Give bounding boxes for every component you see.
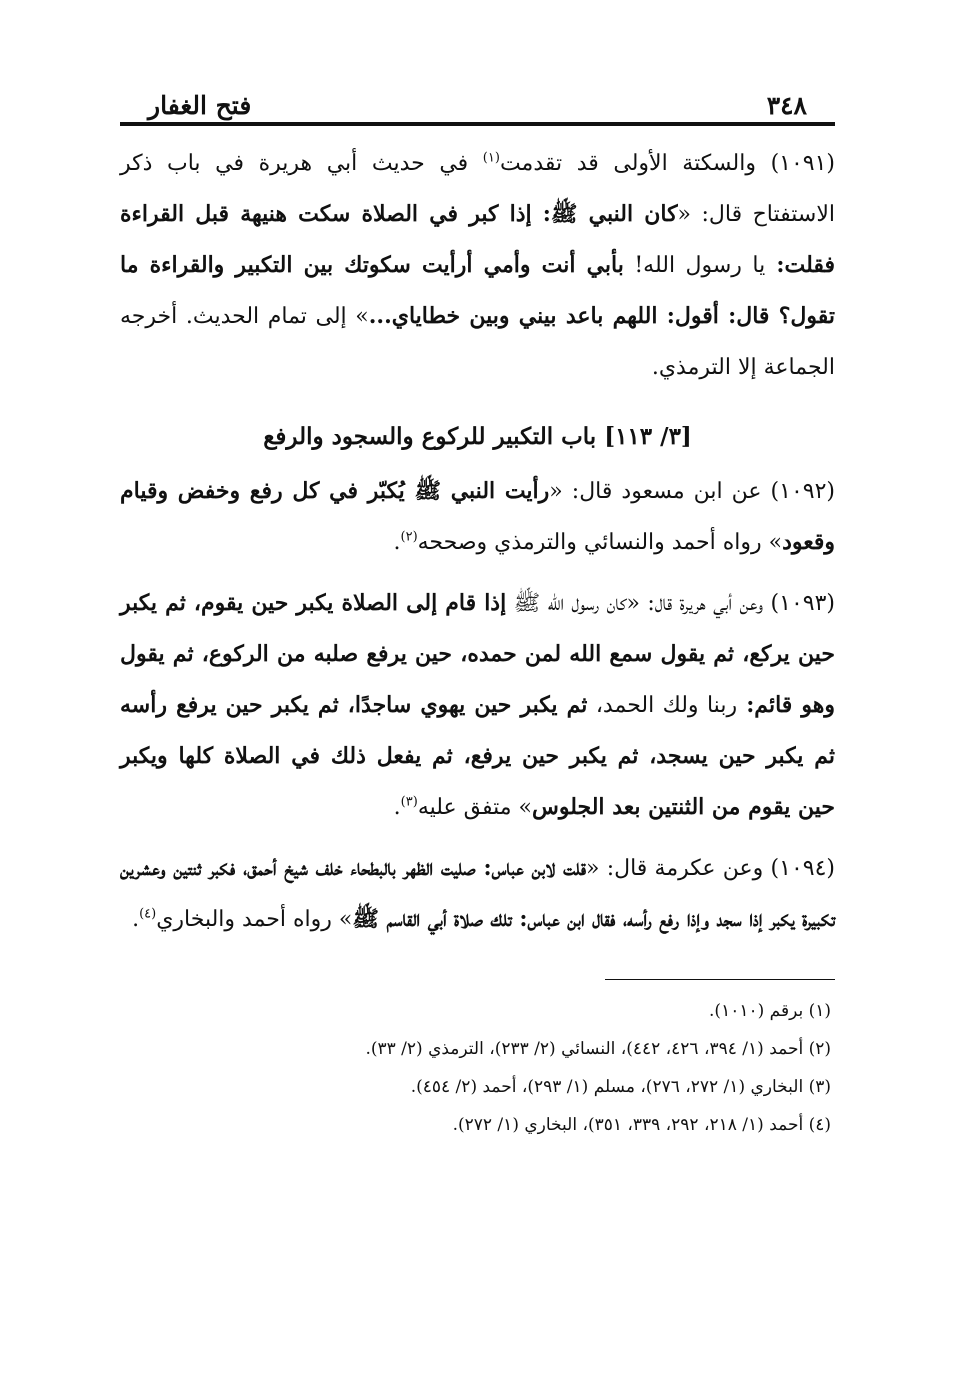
hadith-number: (١٠٩٢): [770, 479, 835, 504]
footnote-ref[interactable]: (٣): [400, 794, 418, 810]
hadith-1091: (١٠٩١) والسكتة الأولى قد تقدمت$^{(١)}$ في حديث أبي هريرة في باب ذكر الاستفتاح قال: «كان النبي ﷺ: إذا كبر في الصلاة سكت هنيهة قبل القراءة فقلت: يا رسول الله! بأبي أنت وأمي أرأيت سكوتك بين التكبير والقراءة ما تقول؟ قال: أقول: اللهم باعد بيني وبين خطاياي...» إلى تمام الحديث. أخرجه الجماعة إلا الترمذي.: [120, 150, 836, 380]
header-rule: [120, 122, 835, 126]
page-header: [120, 70, 835, 120]
hadith-number: (١٠٩٤): [770, 856, 835, 881]
footnote-3: (٣) البخاري (١/ ٢٧٢، ٢٧٦)، مسلم (١/ ٢٩٣)، أحمد (٢/ ٤٥٤).: [410, 1077, 831, 1097]
footnotes: [120, 992, 835, 1144]
book-title: فتح الغفار: [148, 91, 252, 120]
main-text: [120, 138, 835, 945]
footnote-divider: [605, 979, 835, 980]
page-number: ٣٤٨: [766, 91, 807, 120]
hadith-number: (١٠٩٣): [770, 591, 835, 616]
hadith-number: (١٠٩١): [770, 151, 836, 176]
footnote-ref[interactable]: (٤): [139, 906, 157, 922]
footnote-ref[interactable]: (٢): [400, 529, 418, 545]
footnote-1: (١) برقم (١٠١٠).: [709, 1001, 831, 1021]
hadith-1093: (١٠٩٣) وعن أبي هريرة قال: «كان رسول الله ﷺ إذا قام إلى الصلاة يكبر حين يقوم، ثم يكبر حين يركع، ثم يقول سمع الله لمن حمده، حين يرفع صلبه من الركوع، ثم يقول وهو قائم: ربنا ولك الحمد، ثم يكبر حين يهوي ساجدًا، ثم يكبر حين يرفع رأسه ثم يكبر حين يسجد، ثم يكبر حين يرفع، ثم يفعل ذلك في الصلاة كلها ويكبر حين يقوم من الثنتين بعد الجلوس» متفق عليه$^{(٣)}$.: [120, 590, 835, 820]
footnote-ref[interactable]: (١): [482, 150, 500, 166]
footnote-2: (٢) أحمد (١/ ٣٩٤، ٤٢٦، ٤٤٢)، النسائي (٢/ ٢٣٣)، الترمذي (٢/ ٣٣).: [365, 1039, 831, 1059]
hadith-1092: (١٠٩٢) عن ابن مسعود قال: «رأيت النبي ﷺ يُكبّر في كل رفع وخفض وقيام وقعود» رواه أحمد والنسائي والترمذي وصححه$^{(٢)}$.: [120, 478, 835, 555]
hadith-1094: (١٠٩٤) وعن عكرمة قال: «قلت لابن عباس: صليت الظهر بالبطحاء خلف شيخ أحمق، فكبر ثنتين وعشرين تكبيرة يكبر إذا سجد وإذا رفع رأسه، فقال ابن عباس: تلك صلاة أبي القاسم ﷺ» رواه أحمد والبخاري$^{(٤)}$.: [120, 855, 835, 932]
chapter-title: [٣/ ١١٣] باب التكبير للركوع والسجود والرفع: [263, 423, 692, 450]
page: [120, 70, 835, 1370]
footnote-4: (٤) أحمد (١/ ٢١٨، ٢٩٢، ٣٣٩، ٣٥١)، البخاري (١/ ٢٧٢).: [452, 1115, 831, 1135]
